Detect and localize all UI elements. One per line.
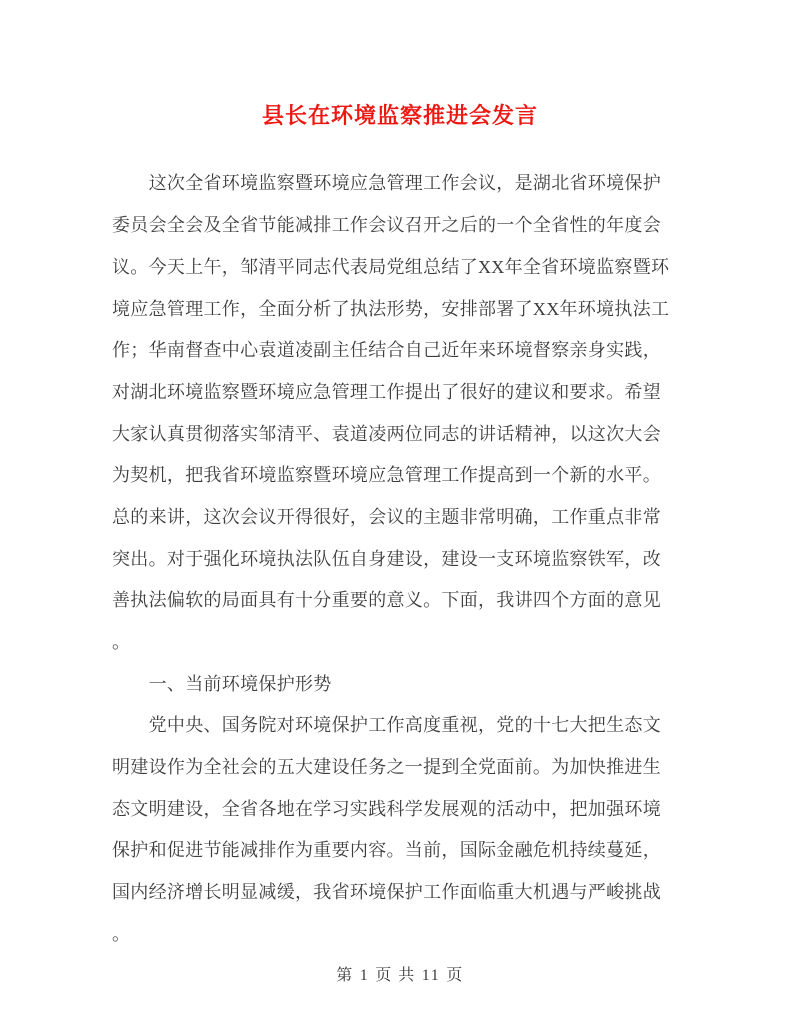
footer-label: 页 共: [375, 967, 416, 984]
footer-current-page: 1: [359, 967, 370, 984]
body-line: 总的来讲，这次会议开得很好，会议的主题非常明确，工作重点非常: [112, 506, 661, 527]
footer-total-pages: 11: [421, 967, 441, 984]
body-line: 态文明建设，全省各地在学习实践科学发展观的活动中，把加强环境: [112, 798, 661, 819]
page-number-footer: [0, 962, 800, 985]
body-line: 善执法偏软的局面具有十分重要的意义。下面，我讲四个方面的意见: [112, 590, 661, 611]
body-line: 为契机，把我省环境监察暨环境应急管理工作提高到一个新的水平。: [112, 465, 661, 486]
paragraph-section-1: [112, 705, 680, 955]
body-line: 国内经济增长明显减缓，我省环境保护工作面临重大机遇与严峻挑战: [112, 882, 661, 903]
body-line: 大家认真贯彻落实邹清平、袁道凌两位同志的讲话精神，以这次大会: [112, 423, 661, 444]
footer-label: 页: [446, 967, 464, 984]
section-heading-1: [112, 664, 680, 706]
body-line: 。: [112, 923, 131, 944]
body-line: 。: [112, 632, 131, 653]
body-line: 党中央、国务院对环境保护工作高度重视，党的十七大把生态文: [112, 715, 661, 736]
body-line: 这次全省环境监察暨环境应急管理工作会议，是湖北省环境保护: [112, 173, 661, 194]
body-line: 委员会全会及全省节能减排工作会议召开之后的一个全省性的年度会: [112, 215, 661, 236]
document-body: [0, 163, 800, 955]
body-line: 作；华南督查中心袁道凌副主任结合自己近年来环境督察亲身实践，: [112, 340, 661, 361]
paragraph-intro: [112, 163, 680, 663]
footer-label: 第: [336, 967, 354, 984]
body-line: 对湖北环境监察暨环境应急管理工作提出了很好的建议和要求。希望: [112, 381, 661, 402]
heading-line: 一、当前环境保护形势: [112, 673, 332, 694]
body-line: 议。今天上午，邹清平同志代表局党组总结了XX年全省环境监察暨环: [112, 256, 670, 277]
document-title: 县长在环境监察推进会发言: [261, 102, 538, 128]
body-line: 明建设作为全社会的五大建设任务之一提到全党面前。为加快推进生: [112, 757, 661, 778]
body-line: 保护和促进节能减排作为重要内容。当前，国际金融危机持续蔓延，: [112, 840, 661, 861]
body-line: 境应急管理工作，全面分析了执法形势，安排部署了XX年环境执法工: [112, 298, 670, 319]
body-line: 突出。对于强化环境执法队伍自身建设，建设一支环境监察铁军，改: [112, 548, 661, 569]
